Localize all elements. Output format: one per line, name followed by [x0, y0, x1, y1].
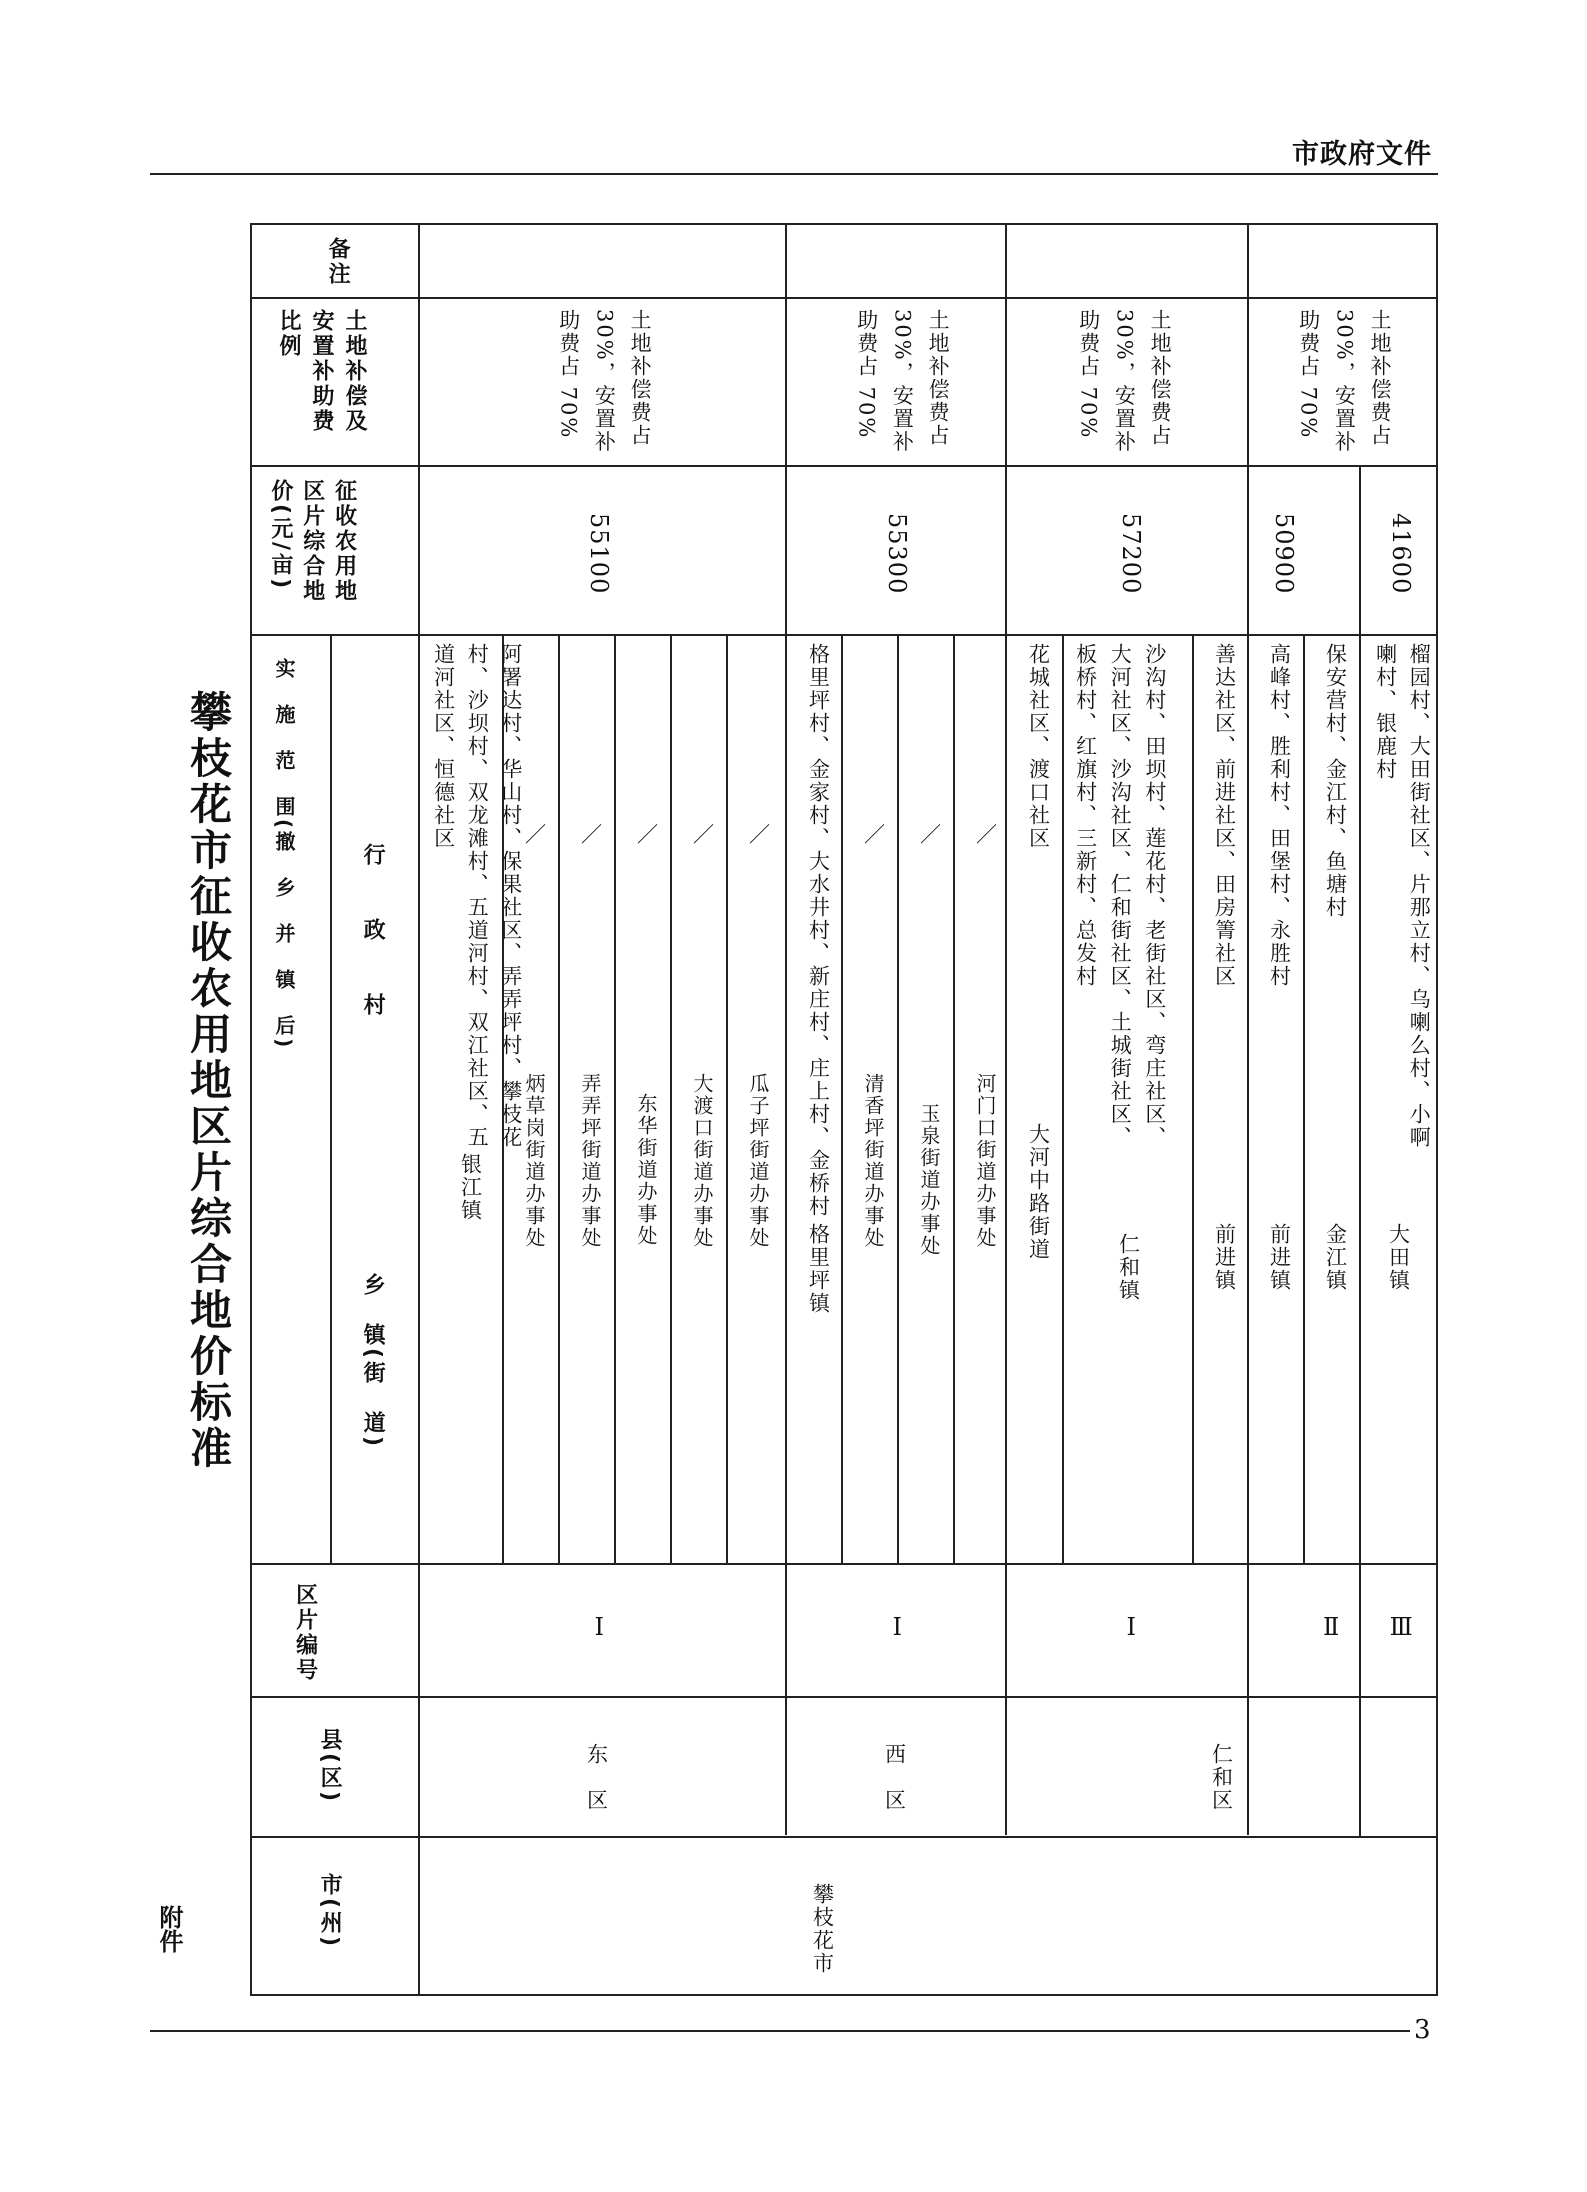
village-row: ／	[746, 823, 771, 846]
town-row: 大田镇	[1386, 1223, 1411, 1292]
town-row: 前进镇	[1212, 1223, 1237, 1292]
town-row: 前进镇	[1267, 1223, 1292, 1292]
header-rule	[150, 173, 1438, 175]
header-price: 征收农用地区片综合地价(元/亩)	[267, 479, 357, 604]
header-town: 乡 镇(街 道)	[360, 1273, 386, 1450]
town-row: 弄弄坪街道办事处	[578, 1073, 602, 1249]
village-row: ／	[522, 823, 547, 846]
village-row: 保安营村、金江村、鱼塘村	[1323, 643, 1348, 919]
zone-renhe-2: Ⅱ	[1317, 1613, 1346, 1642]
header-city: 市(州)	[317, 1873, 343, 1950]
ratio-east: 土地补偿费占 30%，安置补助费占 70%	[556, 309, 653, 454]
town-row: 银江镇	[458, 1153, 483, 1222]
village-row: ／	[690, 823, 715, 846]
county-east: 东 区	[584, 1743, 609, 1812]
village-row: ／	[861, 823, 886, 846]
town-row: 大渡口街道办事处	[690, 1073, 714, 1249]
village-row: ／	[634, 823, 659, 846]
village-row: 善达社区、前进社区、田房箐社区	[1212, 643, 1237, 988]
header-ratio: 土地补偿及安置补助费比例	[276, 309, 367, 434]
attachment-label: 附件	[155, 1905, 183, 1953]
header-village: 行 政 村	[360, 843, 386, 1018]
zone-renhe-3: Ⅲ	[1387, 1613, 1416, 1642]
village-row: 榴园村、大田街社区、片那立村、乌喇么村、小啊喇村、银鹿村	[1373, 643, 1432, 1149]
village-row: ／	[973, 823, 998, 846]
price-east: 55100	[585, 513, 614, 595]
town-row: 河门口街道办事处	[973, 1073, 997, 1249]
ratio-renhe-1: 土地补偿费占 30%，安置补助费占 70%	[1076, 309, 1173, 454]
village-row: ／	[917, 823, 942, 846]
village-row: 高峰村、胜利村、田堡村、永胜村	[1267, 643, 1292, 988]
county-west: 西 区	[882, 1743, 907, 1812]
header-county: 县(区)	[317, 1728, 343, 1805]
page-title: 攀枝花市征收农用地区片综合地价标准	[184, 690, 233, 1472]
header-zone-no: 区片编号	[292, 1583, 318, 1683]
city-name: 攀枝花市	[810, 1883, 835, 1975]
price-standard-table	[250, 223, 1438, 1996]
county-renhe: 仁和区	[1209, 1743, 1234, 1812]
village-row: 花城社区、渡口社区	[1026, 643, 1051, 850]
town-row: 瓜子坪街道办事处	[746, 1073, 770, 1249]
header-scope: 实 施 范 围(撤 乡 并 镇 后)	[272, 658, 296, 1051]
town-row: 东华街道办事处	[634, 1093, 658, 1247]
price-west: 55300	[883, 513, 912, 595]
price-renhe-2: 50900	[1270, 513, 1299, 595]
village-row: 沙沟村、田坝村、莲花村、老街社区、弯庄社区、大河社区、沙沟社区、仁和街社区、土城街社区、板桥村、红旗村、三新村、总发村	[1073, 643, 1167, 1149]
header-note: 备注	[325, 237, 351, 287]
village-row: 阿署达村、华山村、保果社区、弄弄坪村、攀枝花村、沙坝村、双龙滩村、五道河村、双江社区、五道河社区、恒德社区	[431, 643, 523, 1149]
town-row: 玉泉街道办事处	[917, 1103, 941, 1257]
ratio-renhe-2: 土地补偿费占 30%，安置补助费占 70%	[1296, 309, 1393, 454]
price-renhe-3: 41600	[1387, 513, 1416, 595]
town-row: 格里坪镇	[806, 1223, 831, 1315]
zone-west: Ⅰ	[883, 1613, 912, 1642]
price-renhe-1: 57200	[1117, 513, 1146, 595]
town-row: 仁和镇	[1116, 1233, 1141, 1302]
town-row: 炳草岗街道办事处	[522, 1073, 546, 1249]
footer-rule	[150, 2030, 1410, 2032]
town-row: 金江镇	[1323, 1223, 1348, 1292]
ratio-west: 土地补偿费占 30%，安置补助费占 70%	[854, 309, 951, 454]
village-row: 格里坪村、金家村、大水井村、新庄村、庄上村、金桥村	[806, 643, 831, 1218]
town-row: 大河中路街道	[1026, 1123, 1051, 1261]
zone-renhe-1: Ⅰ	[1117, 1613, 1146, 1642]
village-row: ／	[578, 823, 603, 846]
zone-east: Ⅰ	[585, 1613, 614, 1642]
town-row: 清香坪街道办事处	[861, 1073, 885, 1249]
document-type-header: 市政府文件	[1292, 139, 1432, 170]
page-number: 3	[1414, 2015, 1431, 2045]
